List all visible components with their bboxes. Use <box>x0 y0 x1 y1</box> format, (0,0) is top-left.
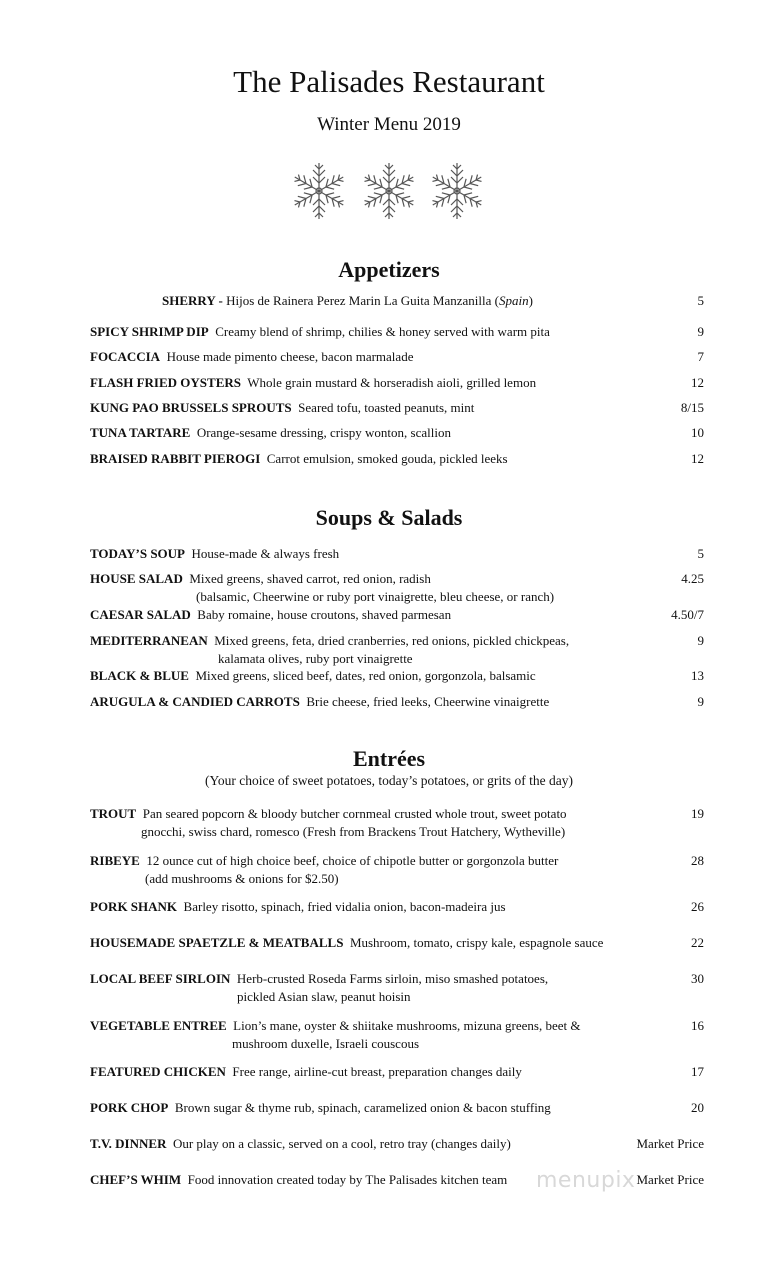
item-description-continued: mushroom duxelle, Israeli couscous <box>232 1035 420 1051</box>
item-name: BRAISED RABBIT PIEROGI <box>90 451 261 466</box>
item-price: 16 <box>691 1018 704 1033</box>
menu-item <box>90 606 704 624</box>
item-description-continued: (add mushrooms & onions for $2.50) <box>145 870 339 886</box>
menu-item <box>90 934 704 952</box>
menu-item <box>90 450 704 468</box>
item-name: TODAY’S SOUP <box>90 546 185 561</box>
item-description-close: ) <box>528 293 533 308</box>
item-description: Mixed greens, sliced beef, dates, red onion, gorgonzola, balsamic <box>195 668 536 683</box>
item-name: HOUSE SALAD <box>90 571 183 586</box>
menu-item <box>90 424 704 442</box>
item-price: 8/15 <box>680 400 704 415</box>
menu-item <box>90 970 704 1005</box>
item-description: House made pimento cheese, bacon marmalade <box>166 349 414 364</box>
menu-item <box>90 693 704 711</box>
item-description: Carrot emulsion, smoked gouda, pickled leeks <box>266 451 508 466</box>
item-price: 9 <box>697 633 704 648</box>
item-origin: Spain <box>498 293 529 308</box>
item-description: Whole grain mustard & horseradish aioli, grilled lemon <box>247 375 537 390</box>
item-name: CHEF’S WHIM <box>90 1172 182 1187</box>
item-description: Food innovation created today by The Palisades kitchen team <box>187 1172 508 1187</box>
item-name: PORK CHOP <box>90 1100 169 1115</box>
item-price: 28 <box>691 853 704 868</box>
item-price: 5 <box>697 293 704 308</box>
item-description: Lion’s mane, oyster & shiitake mushrooms, mizuna greens, beet & <box>233 1018 581 1033</box>
item-name: BLACK & BLUE <box>90 668 189 683</box>
menu-item <box>90 1135 704 1153</box>
item-description-continued: pickled Asian slaw, peanut hoisin <box>237 988 411 1004</box>
item-description-continued: kalamata olives, ruby port vinaigrette <box>218 650 413 666</box>
menu-item <box>90 1063 704 1081</box>
item-description: Our play on a classic, served on a cool, retro tray (changes daily) <box>172 1136 511 1151</box>
menu-item <box>90 348 704 366</box>
restaurant-title: The Palisades Restaurant <box>233 64 545 99</box>
menu-item <box>90 399 704 417</box>
item-description: Barley risotto, spinach, fried vidalia onion, bacon-madeira jus <box>183 899 506 914</box>
menu-item <box>90 1099 704 1117</box>
item-price: 13 <box>691 668 704 683</box>
item-price: 12 <box>691 451 704 466</box>
menu-item <box>90 852 704 887</box>
item-price: 22 <box>691 935 704 950</box>
entrees-heading: Entrées <box>352 746 426 771</box>
item-price: 7 <box>697 349 704 364</box>
menu-item <box>90 667 704 685</box>
item-description: Baby romaine, house croutons, shaved parmesan <box>197 607 452 622</box>
item-name: TUNA TARTARE <box>90 425 191 440</box>
item-price: 17 <box>691 1064 704 1079</box>
item-name: SPICY SHRIMP DIP <box>90 324 209 339</box>
item-price: Market Price <box>636 1136 704 1151</box>
item-name: KUNG PAO BRUSSELS SPROUTS <box>90 400 292 415</box>
item-name: ARUGULA & CANDIED CARROTS <box>90 694 300 709</box>
menu-item <box>90 898 704 916</box>
item-description: Brown sugar & thyme rub, spinach, caramelized onion & bacon stuffing <box>174 1100 551 1115</box>
item-description-continued: (balsamic, Cheerwine or ruby port vinaigrette, bleu cheese, or ranch) <box>196 588 555 604</box>
menu-item <box>90 1017 704 1052</box>
item-description: Creamy blend of shrimp, chilies & honey served with warm pita <box>215 324 550 339</box>
item-name: HOUSEMADE SPAETZLE & MEATBALLS <box>90 935 344 950</box>
item-price: 5 <box>697 546 704 561</box>
item-description: Pan seared popcorn & bloody butcher cornmeal crusted whole trout, sweet potato <box>142 806 567 821</box>
menu-item <box>90 545 704 563</box>
item-name: T.V. DINNER <box>90 1136 167 1151</box>
menu-item <box>90 805 704 840</box>
item-description: Brie cheese, fried leeks, Cheerwine vinaigrette <box>306 694 550 709</box>
item-price: Market Price <box>636 1172 704 1187</box>
snowflake-icon <box>358 160 420 222</box>
item-price: 26 <box>691 899 704 914</box>
item-name: SHERRY - <box>162 293 223 308</box>
item-price: 20 <box>691 1100 704 1115</box>
item-price: 30 <box>691 971 704 986</box>
item-price: 4.25 <box>681 571 704 586</box>
menu-item <box>90 323 704 341</box>
item-price: 9 <box>697 694 704 709</box>
menu-subtitle: Winter Menu 2019 <box>317 114 461 135</box>
item-price: 10 <box>691 425 704 440</box>
entrees-sides-note: (Your choice of sweet potatoes, today’s potatoes, or grits of the day) <box>205 773 573 788</box>
item-price: 19 <box>691 806 704 821</box>
item-name: LOCAL BEEF SIRLOIN <box>90 971 231 986</box>
appetizers-heading: Appetizers <box>338 257 440 282</box>
item-price: 4.50/7 <box>671 607 704 622</box>
snowflake-icon <box>288 160 350 222</box>
snowflake-icon <box>426 160 488 222</box>
item-name: FLASH FRIED OYSTERS <box>90 375 241 390</box>
item-description-continued: gnocchi, swiss chard, romesco (Fresh from Brackens Trout Hatchery, Wytheville) <box>141 823 566 839</box>
item-description: Mixed greens, shaved carrot, red onion, radish <box>189 571 431 586</box>
soups-salads-heading: Soups & Salads <box>315 505 463 530</box>
item-description: Mixed greens, feta, dried cranberries, red onions, pickled chickpeas, <box>214 633 570 648</box>
item-description: 12 ounce cut of high choice beef, choice of chipotle butter or gorgonzola butter <box>146 853 559 868</box>
item-name: RIBEYE <box>90 853 140 868</box>
item-name: TROUT <box>90 806 137 821</box>
item-price: 12 <box>691 375 704 390</box>
item-description: Herb-crusted Roseda Farms sirloin, miso smashed potatoes, <box>236 971 549 986</box>
item-description: Free range, airline-cut breast, preparation changes daily <box>232 1064 522 1079</box>
item-name: VEGETABLE ENTREE <box>90 1018 227 1033</box>
menu-item <box>90 632 704 667</box>
menu-item <box>90 570 704 605</box>
snowflake-decoration <box>288 160 490 226</box>
item-name: PORK SHANK <box>90 899 178 914</box>
item-description: Orange-sesame dressing, crispy wonton, scallion <box>196 425 451 440</box>
menu-item <box>90 374 704 392</box>
item-name: FEATURED CHICKEN <box>90 1064 226 1079</box>
item-name: CAESAR SALAD <box>90 607 191 622</box>
watermark-logo: menupix <box>536 1168 636 1193</box>
item-description: Hijos de Rainera Perez Marin La Guita Manzanilla ( <box>226 293 499 308</box>
item-description: Seared tofu, toasted peanuts, mint <box>298 400 475 415</box>
item-name: FOCACCIA <box>90 349 161 364</box>
item-description: House-made & always fresh <box>191 546 340 561</box>
item-description: Mushroom, tomato, crispy kale, espagnole sauce <box>349 935 604 950</box>
item-price: 9 <box>697 324 704 339</box>
sherry-item <box>162 292 704 310</box>
item-name: MEDITERRANEAN <box>90 633 208 648</box>
